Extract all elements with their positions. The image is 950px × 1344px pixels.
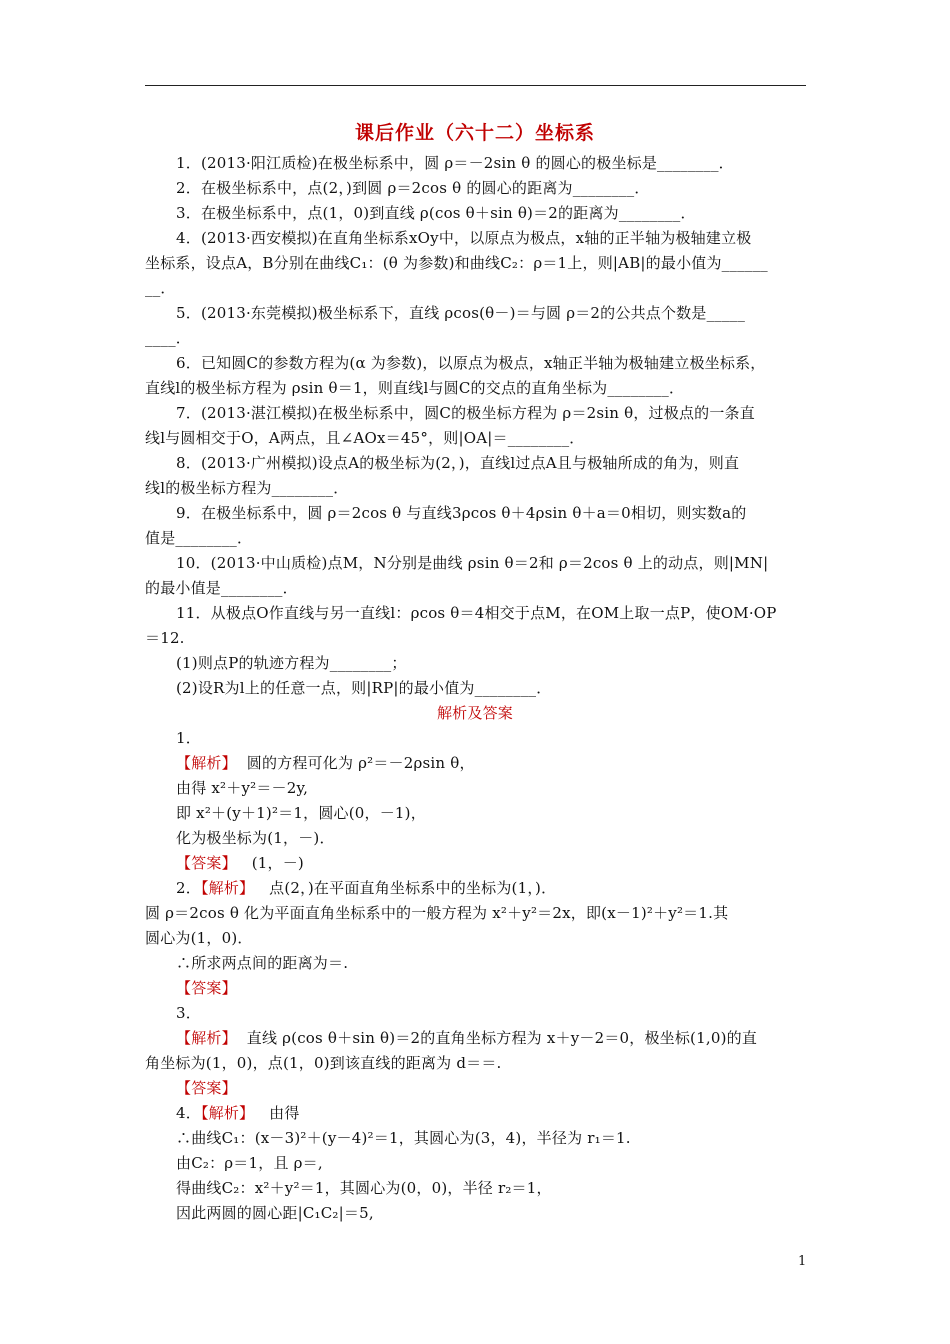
question-11-part1: (1)则点P的轨迹方程为________； bbox=[176, 654, 407, 672]
solution-1-analysis bbox=[176, 753, 475, 773]
page-number: 1 bbox=[798, 1254, 807, 1269]
question-6-line1: 6．已知圆C的参数方程为(α 为参数)，以原点为极点，x轴正半轴为极轴建立极坐标系， bbox=[176, 354, 766, 372]
solution-text: 由得 bbox=[269, 1104, 300, 1122]
solution-2-analysis bbox=[176, 878, 556, 898]
solution-text: 点(2，)在平面直角坐标系中的坐标为(1，)． bbox=[269, 879, 557, 897]
question-11-line2: ＝12. bbox=[145, 629, 185, 647]
solution-1-number: 1． bbox=[176, 729, 201, 747]
analysis-tag: 【解析】 bbox=[200, 879, 255, 897]
answers-heading: 解析及答案 bbox=[436, 704, 513, 722]
answer-text: (1，－) bbox=[251, 854, 304, 872]
solution-1-line2: 由得 x²＋y²＝－2y, bbox=[176, 779, 309, 797]
solution-number: 2． bbox=[176, 879, 201, 897]
question-8-line2: 线l的极坐标方程为________． bbox=[145, 479, 349, 497]
solution-2-answer-tag: 【答案】 bbox=[176, 979, 237, 997]
solution-2-line2: 圆 ρ＝2cos θ 化为平面直角坐标系中的一般方程为 x²＋y²＝2x，即(x－1)²＋y²＝1.其 bbox=[145, 904, 729, 922]
solution-4-line3: 由C₂：ρ＝1，且 ρ＝, bbox=[176, 1154, 323, 1172]
question-5-line2: ____． bbox=[145, 329, 192, 347]
question-4-line2: 坐标系，设点A，B分别在曲线C₁：(θ 为参数)和曲线C₂：ρ＝1上，则|AB|的最小值为______ bbox=[145, 254, 768, 272]
solution-1-line3: 即 x²＋(y＋1)²＝1，圆心(0，－1)， bbox=[176, 804, 426, 822]
answer-tag: 【答案】 bbox=[176, 854, 237, 872]
analysis-tag: 【解析】 bbox=[176, 754, 237, 772]
solution-4-line2: ∴曲线C₁：(x－3)²＋(y－4)²＝1，其圆心为(3，4)，半径为 r₁＝1. bbox=[176, 1129, 631, 1147]
question-11-line1: 11．从极点O作直线与另一直线l：ρcos θ＝4相交于点M，在OM上取一点P，使OM·OP bbox=[176, 604, 777, 622]
question-6-line2: 直线l的极坐标方程为 ρsin θ＝1，则直线l与圆C的交点的直角坐标为________． bbox=[145, 379, 685, 397]
page-title: 课后作业（六十二）坐标系 bbox=[354, 122, 595, 144]
question-4-line1: 4．(2013·西安模拟)在直角坐标系xOy中，以原点为极点，x轴的正半轴为极轴建立极 bbox=[176, 229, 752, 247]
question-10-line1: 10．(2013·中山质检)点M，N分别是曲线 ρsin θ＝2和 ρ＝2cos θ 上的动点，则|MN| bbox=[176, 554, 769, 572]
question-10-line2: 的最小值是________． bbox=[145, 579, 298, 597]
solution-2-line4: ∴所求两点间的距离为＝. bbox=[176, 954, 349, 972]
analysis-tag: 【解析】 bbox=[200, 1104, 255, 1122]
solution-1-line4: 化为极坐标为(1，－)． bbox=[176, 829, 335, 847]
solution-number: 4． bbox=[176, 1104, 201, 1122]
header-rule bbox=[145, 85, 806, 86]
solution-4-line4: 得曲线C₂：x²＋y²＝1，其圆心为(0，0)，半径 r₂＝1， bbox=[176, 1179, 552, 1197]
solution-3-answer-tag: 【答案】 bbox=[176, 1079, 237, 1097]
question-1: 1．(2013·阳江质检)在极坐标系中，圆 ρ＝－2sin θ 的圆心的极坐标是________． bbox=[176, 154, 734, 172]
question-4-line3: __． bbox=[145, 279, 176, 297]
analysis-tag: 【解析】 bbox=[176, 1029, 237, 1047]
question-3: 3．在极坐标系中，点(1，0)到直线 ρ(cos θ＋sin θ)＝2的距离为________． bbox=[176, 204, 696, 222]
solution-4-line5: 因此两圆的圆心距|C₁C₂|＝5, bbox=[176, 1204, 374, 1222]
question-2: 2．在极坐标系中，点(2，)到圆 ρ＝2cos θ 的圆心的距离为________． bbox=[176, 179, 650, 197]
solution-3-analysis bbox=[176, 1028, 757, 1048]
solution-3-number: 3． bbox=[176, 1004, 201, 1022]
question-9-line2: 值是________． bbox=[145, 529, 253, 547]
question-9-line1: 9．在极坐标系中，圆 ρ＝2cos θ 与直线3ρcos θ＋4ρsin θ＋a＝0相切，则实数a的 bbox=[176, 504, 747, 522]
question-5-line1: 5．(2013·东莞模拟)极坐标系下，直线 ρcos(θ－)＝与圆 ρ＝2的公共点个数是_____ bbox=[176, 304, 746, 322]
solution-3-line2: 角坐标为(1，0)，点(1，0)到该直线的距离为 d＝＝. bbox=[145, 1054, 502, 1072]
solution-2-line3: 圆心为(1，0)． bbox=[145, 929, 253, 947]
question-11-part2: (2)设R为l上的任意一点，则|RP|的最小值为________． bbox=[176, 679, 552, 697]
solution-text: 直线 ρ(cos θ＋sin θ)＝2的直角坐标方程为 x＋y－2＝0，极坐标(1,0)的直 bbox=[246, 1029, 758, 1047]
solution-1-answer bbox=[176, 853, 304, 873]
question-8-line1: 8．(2013·广州模拟)设点A的极坐标为(2，)，直线l过点A且与极轴所成的角为，则直 bbox=[176, 454, 740, 472]
solution-4-analysis bbox=[176, 1103, 300, 1123]
question-7-line1: 7．(2013·湛江模拟)在极坐标系中，圆C的极坐标方程为 ρ＝2sin θ，过极点的一条直 bbox=[176, 404, 755, 422]
question-7-line2: 线l与圆相交于O，A两点，且∠AOx＝45°，则|OA|＝________． bbox=[145, 429, 585, 447]
solution-text: 圆的方程可化为 ρ²＝－2ρsin θ， bbox=[246, 754, 475, 772]
